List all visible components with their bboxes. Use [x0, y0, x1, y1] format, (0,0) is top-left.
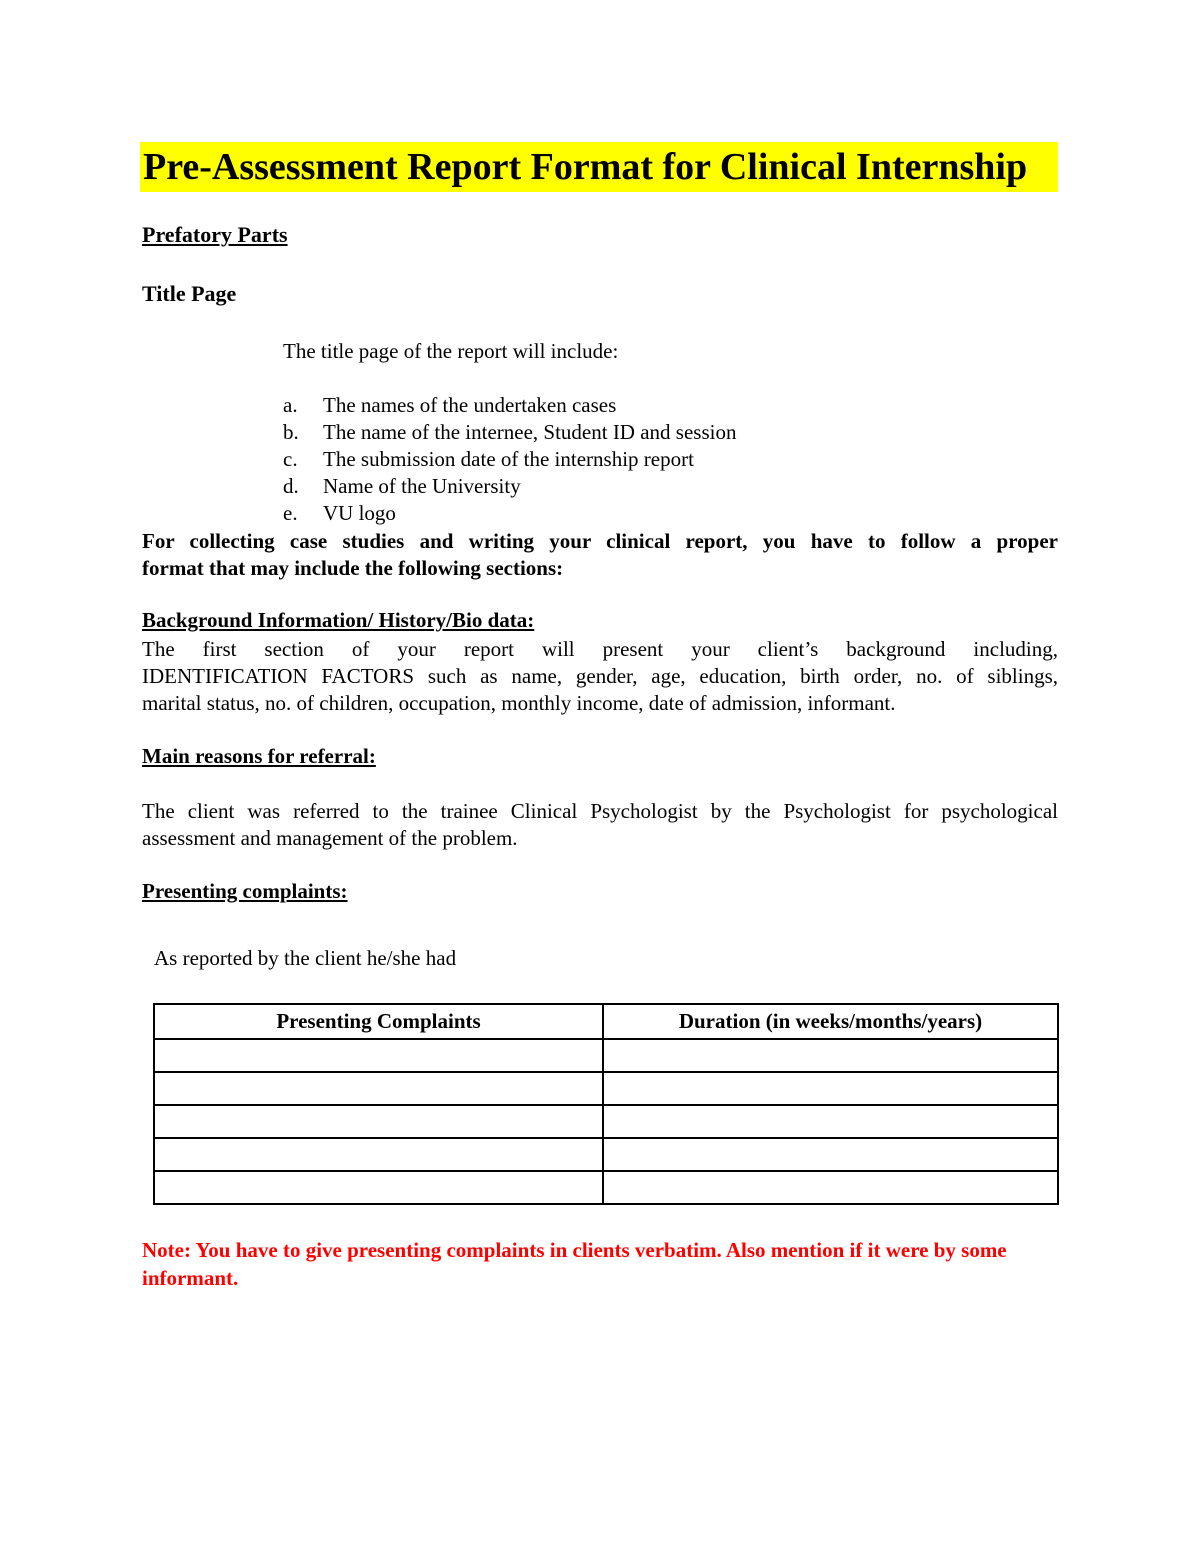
complaint-cell[interactable] — [154, 1039, 603, 1072]
list-item: d. Name of the University — [283, 474, 521, 498]
list-item: c. The submission date of the internship report — [283, 447, 694, 471]
title-page-list — [283, 392, 736, 527]
prefatory-parts-heading: Prefatory Parts — [142, 222, 288, 247]
presenting-heading: Presenting complaints: — [142, 879, 348, 903]
duration-cell[interactable] — [603, 1138, 1058, 1171]
background-heading: Background Information/ History/Bio data: — [142, 608, 535, 632]
presenting-intro: As reported by the client he/she had — [154, 946, 457, 970]
column-header-complaints: Presenting Complaints — [154, 1004, 603, 1039]
table-row — [154, 1105, 1058, 1138]
complaint-cell[interactable] — [154, 1138, 603, 1171]
title-page-intro: The title page of the report will include: — [283, 339, 619, 363]
column-header-duration: Duration (in weeks/months/years) — [603, 1004, 1058, 1039]
list-item: a. The names of the undertaken cases — [283, 393, 617, 417]
complaints-table — [153, 1003, 1059, 1205]
list-item: e. VU logo — [283, 501, 396, 525]
table-header-row — [154, 1004, 1058, 1039]
duration-cell[interactable] — [603, 1072, 1058, 1105]
duration-cell[interactable] — [603, 1171, 1058, 1204]
document-title: Pre-Assessment Report Format for Clinical Internship — [143, 146, 1028, 188]
complaint-cell[interactable] — [154, 1171, 603, 1204]
complaint-cell[interactable] — [154, 1072, 603, 1105]
referral-paragraph: The client was referred to the trainee Clinical Psychologist by the Psychologist for psychological assessment and management of the problem. — [142, 799, 1058, 850]
duration-cell[interactable] — [603, 1039, 1058, 1072]
title-page-heading: Title Page — [142, 281, 237, 306]
referral-heading: Main reasons for referral: — [142, 744, 376, 768]
note-text: Note: You have to give presenting complaints in clients verbatim. Also mention if it were by some informant. — [142, 1238, 1007, 1290]
complaint-cell[interactable] — [154, 1105, 603, 1138]
table-row — [154, 1072, 1058, 1105]
table-row — [154, 1138, 1058, 1171]
background-paragraph: The first section of your report will present your client’s background including, IDENTIFICATION FACTORS such as name, gender, age, education, birth order, no. of siblings, marital status, no. of children, occupation, monthly income, date of admission, informant. — [142, 637, 1058, 715]
list-item: b. The name of the internee, Student ID and session — [283, 420, 737, 444]
table-row — [154, 1171, 1058, 1204]
table-row — [154, 1039, 1058, 1072]
format-instruction: For collecting case studies and writing your clinical report, you have to follow a proper format that may include the following sections: — [142, 529, 1058, 580]
duration-cell[interactable] — [603, 1105, 1058, 1138]
